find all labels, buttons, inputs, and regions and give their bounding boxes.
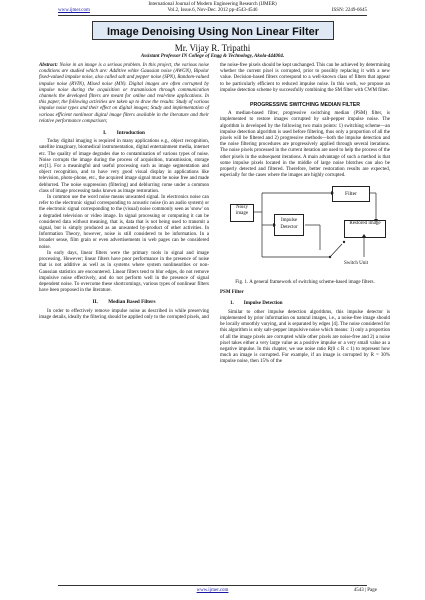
continued-paragraph: the noise-free pixels should be kept unchanged. This can be achieved by determining whether the current pixel is corrupted, prior to possibly replacing it with a new value. Decision-based filters correspond to a well-known class of filters that appear to be particularly efficient to reduced impulse noise. In this work, we propose an impulse detection scheme by successfully combining the SM filter with CWM filter. xyxy=(220,63,390,93)
psmf-paragraph: A median-based filter, progressive switching median (PSM) filter, is implemented to restore images corrupted by salt-pepper impulse noise. The algorithm is developed by the following two main points: 1) switching scheme—an impulse detection algorithm is used before filtering, thus only a proportion of all the pixels will be filtered and 2) progressive methods—both the impulse detection and the noise filtering procedures are progressively applied through several iterations. The noise pixels processed in the current iteration are used to help the process of the other pixels in the subsequent iterations. A main advantage of such a method is that some impulse pixels located in the middle of large noise blotches can also be properly detected and filtered. Therefore, better restoration results are expected, especially for the cases where the images are highly corrupted. xyxy=(220,111,390,179)
filter-box: Filter xyxy=(332,186,370,202)
noisy-image-box: Noisy image xyxy=(230,204,254,222)
page-number: 4543 | Page xyxy=(353,588,377,593)
intro-paragraph-1: Today digital imaging is required in many applications e.g., object recognition, satellite imaginary, biomedical instrumentation, digital entertainment media, internet etc. The quality of image degrades due to contamination of various types of noise. Noise corrupts the image during the process of acquisition, transmission, storage etc[1]. For a meaningful and useful processing such as image segmentation and object recognition, and to have very good visual display in applications like television, photo-phone, etc., the acquired image signal must be noise free and made deblurred. The noise suppression (filtering) and deblurring come under a common class of image processing tasks known as image restoration. xyxy=(39,139,209,194)
left-column xyxy=(39,63,209,321)
footer-rule xyxy=(58,585,367,586)
impulse-detection-paragraph: Similar to other impulse detection algorithms, this impulse detector is implemented by prior information on natural images, i.e., a noise-free image should be locally smoothly varying, and is separated by edges [4]. The noise considered for this algorithm is only salt–pepper impulsive noise which means: 1) only a proportion of all the image pixels are corrupted while other pixels are noise-free and 2) a noise pixel takes either a very large value as a positive impulse or a very small value as a negative impulse. In this chapter, we use noise ratio R(0 ≤ R ≤ 1) to represent how much an image is corrupted. For example, if an image is corrupted by R = 30% impulse noise, then 15% of the xyxy=(220,309,390,365)
author-name: Mr. Vijay R. Tripathi xyxy=(174,43,251,53)
figure-1-caption: Fig. 1. A general framework of switching scheme-based image filters. xyxy=(235,280,375,286)
psmf-section-title: PROGRESSIVE SWITCHING MEDIAN FILTER xyxy=(250,102,360,109)
abstract-text: Noise in an image is a serious problem. In this project, the various noise conditions are studied which are: Additive white Gaussian noise (AWGN), Bipolar fixed-valued impulse noise, also called salt and pepper noise (SPN), Random-valued impulse noise (RVIN), Mixed noise (MN). Digital images are often corrupted by impulse noise during the acquisition or transmission through communication channels the developed filters are meant for online and real-time applications. In this paper, the following activities are taken up to draw the results: Study of various impulse noise types and their effect on digital images; Study and implementation of various efficient nonlinear digital image filters available in the literature and their relative performance comparison; xyxy=(39,63,209,124)
page-footer xyxy=(0,588,425,593)
psm-filter-heading: PSM Filter xyxy=(220,290,244,296)
header-website-link[interactable]: www.ijmer.com xyxy=(58,8,90,13)
impulse-detector-box: Impulse Detector xyxy=(274,214,304,236)
title-box xyxy=(92,21,334,40)
section-2-title: II. Median Based Filters xyxy=(92,299,156,306)
journal-name: International Journal of Modern Engineering Research (IJMER) xyxy=(148,2,277,7)
header-issn: ISSN: 2249-6645 xyxy=(331,8,367,13)
impulse-detection-title: 1. Impulse Detection xyxy=(230,300,283,306)
restored-image-box: Restored image xyxy=(344,220,386,238)
header-rule xyxy=(58,15,367,16)
abstract-label: Abstract: xyxy=(39,63,58,68)
section-1-title: I. Introduction xyxy=(103,130,145,137)
footer-website-link[interactable]: www.ijmer.com xyxy=(196,588,229,593)
author-affiliation: Assistant Professor IN College of Engg & Technology, Akola-444004. xyxy=(140,54,285,59)
intro-paragraph-3: In early days, linear filters were the primary tools in signal and image processing. However; linear filters have poor performance in the presence of noise that is not additive as well as in systems where system nonlinearities or non-Gaussian statistics are encountered. Linear filters tend to blur edges, do not remove impulsive noise effectively, and do not perform well in the presence of signal dependent noise. To overcome these shortcomings, various types of nonlinear filters have been proposed in the literature. xyxy=(39,250,209,294)
paper-title: Image Denoising Using Non Linear Filter xyxy=(106,26,320,38)
switch-unit-label: Switch Unit xyxy=(344,261,369,267)
abstract xyxy=(39,63,209,125)
median-filters-paragraph: In order to effectively remove impulse noise as described in while preserving image details, ideally the filtering should be applied only to the corrupted pixels, and xyxy=(39,308,209,320)
right-column xyxy=(220,63,390,366)
intro-paragraph-2: In common use the word noise means unwanted signal. In electronics noise can refer to the electronic signal corresponding to acoustic noise (in an audio system) or the electronic signal corresponding to the (visual) noise commonly seen as 'snow' on a degraded television or video image. In signal processing or computing it can be considered data without meaning, that is, data that is not being used to transmit a signal, but is simply produced as an unwanted by-product of other activities. In Information Theory, however, noise is still considered to be information. In a broader sense, film grain or even advertisements in web pages can be considered noise. xyxy=(39,195,209,250)
header-volume: Vol.2, Issue.6, Nov-Dec. 2012 pp-4543-4546 xyxy=(167,8,258,13)
header-info-line xyxy=(0,8,425,14)
figure-1-diagram xyxy=(220,182,390,278)
